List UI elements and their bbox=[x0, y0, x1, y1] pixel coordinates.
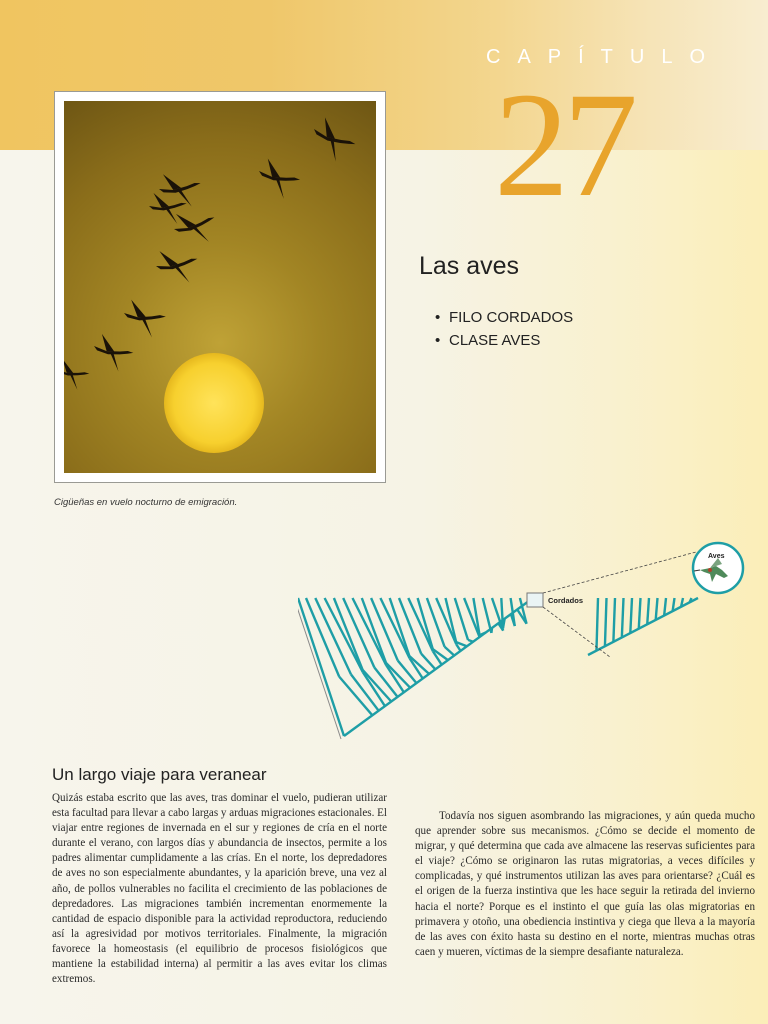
aves-branch bbox=[639, 598, 641, 629]
classification-item: • FILO CORDADOS bbox=[435, 309, 574, 326]
tree-branch bbox=[362, 598, 386, 663]
cordados-node-box bbox=[527, 593, 543, 607]
classification-item: • CLASE AVES bbox=[435, 332, 541, 349]
crane bbox=[170, 204, 220, 250]
crane bbox=[254, 157, 303, 201]
crane bbox=[122, 299, 167, 339]
section-heading: Un largo viaje para veranear bbox=[52, 765, 267, 784]
chapter-label: CAPÍTULO bbox=[486, 46, 723, 68]
aves-label: Aves bbox=[708, 553, 725, 560]
sun bbox=[164, 353, 264, 453]
chapter-number: 27 bbox=[494, 62, 632, 228]
crane bbox=[154, 245, 202, 288]
body-paragraph-left: Quizás estaba escrito que las aves, tras dominar el vuelo, pudieran utilizar esta facultad para llevar a cabo largas y arduas migraciones estacionales. El viajar entre regiones de invernada en el sur y regiones de cría en el norte durante el verano, con largos días y abundancia de insectos, permite a los padres alimentar cumplidamente a las crías. En el norte, los depredadores de aves no son especialmente abundantes, y la aparición breve, una vez al año, de pollos vulnerables no facilita el crecimiento de las poblaciones de depredadores. Las migraciones también incrementan enormemente la cantidad de espacio disponible para la actividad reproductora, reduciendo así la agresividad por motivos territoriales. Finalmente, la migración favorece la homeostasis (el equilibrio de procesos fisiológicos que mantiene la estabilidad interna) al permitir a las aves evitar los climas extremos. bbox=[52, 792, 387, 986]
aves-branch bbox=[647, 598, 649, 624]
aves-branch bbox=[622, 598, 624, 637]
aves-branch bbox=[605, 598, 607, 646]
tree-trunk bbox=[298, 598, 344, 736]
tree-branch bbox=[456, 644, 460, 650]
tree-branch bbox=[421, 654, 435, 670]
crane bbox=[90, 333, 135, 374]
body-paragraph-right: Todavía nos siguen asombrando las migraciones, y aún queda mucho que aprender sobre sus mecanismos. ¿Cómo se decide el momento de migrar, y qué determina que cada ave almacene las reservas suficientes para el viaje? ¿Cómo se originaron las rutas migratorias, a veces difíciles y complicadas, y qué instrumentos utilizan las aves para orientarse? ¿Cuál es el origen de la fuerza instintiva que les hace seguir la retirada del invierno hacia el norte? Porque es el instinto el que guía las olas migratorias en primavera y otoño, una obediencia instintiva y ciega que lleva a la mayoría de las aves con éxito hasta su destino en el norte, mientras muchas otras caen y mueren, víctimas de la siempre desafiante naturaleza. bbox=[415, 810, 755, 958]
tree-branch bbox=[446, 598, 457, 642]
aves-branch bbox=[596, 598, 598, 651]
tree-branch bbox=[468, 640, 473, 642]
chapter-title: Las aves bbox=[419, 252, 520, 280]
tree-branch bbox=[445, 647, 455, 656]
phylogenetic-tree bbox=[298, 540, 748, 745]
cordados-label: Cordados bbox=[548, 596, 584, 605]
aves-branch bbox=[630, 598, 632, 633]
crane bbox=[64, 358, 91, 391]
aves-branch bbox=[656, 598, 658, 620]
tree-branch bbox=[480, 633, 486, 636]
cranes-photo bbox=[64, 101, 376, 473]
classification-list bbox=[435, 306, 573, 352]
cranes-illustration bbox=[64, 101, 376, 473]
aves-branch bbox=[664, 598, 666, 616]
photo-caption: Cigüeñas en vuelo nocturno de emigración. bbox=[54, 497, 238, 508]
crane bbox=[306, 115, 360, 166]
aves-branch bbox=[613, 598, 615, 642]
tree-branch bbox=[491, 628, 492, 633]
tree-branch bbox=[503, 619, 505, 629]
tree-branch bbox=[483, 598, 492, 633]
